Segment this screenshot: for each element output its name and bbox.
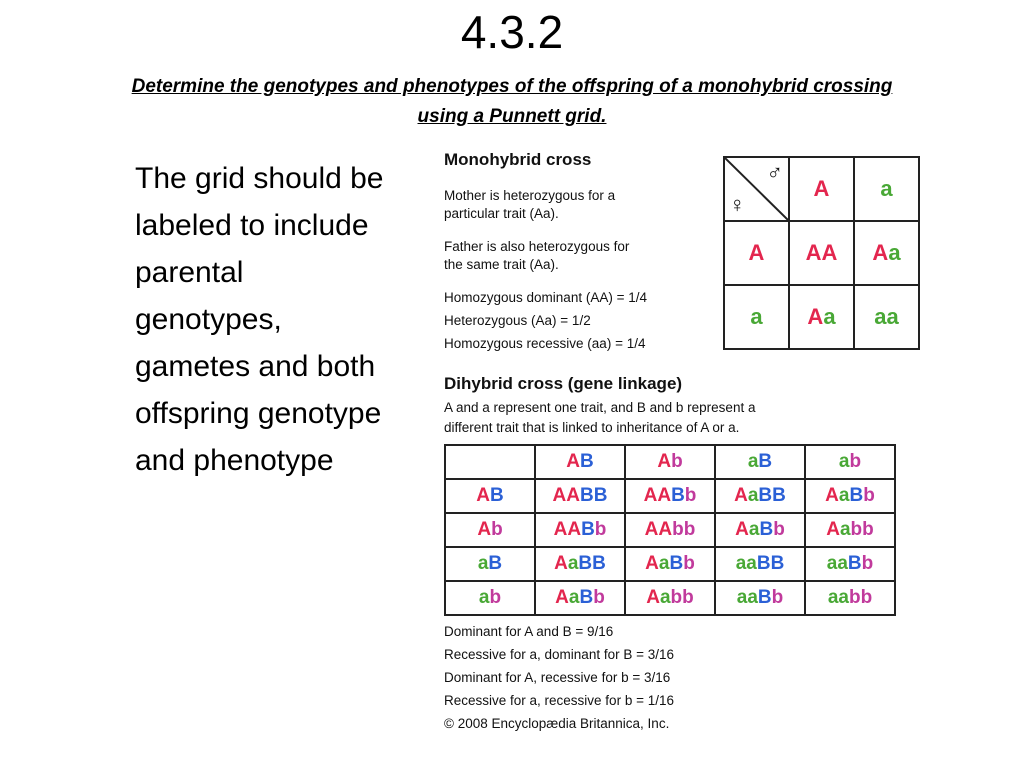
allele-letter: B (578, 553, 593, 574)
grid-cell (625, 547, 715, 581)
allele-letter: a (478, 587, 490, 608)
allele-letter: a (826, 553, 838, 574)
allele-letter: a (735, 553, 747, 574)
allele-letter: A (566, 485, 580, 506)
allele-letter: a (838, 485, 850, 506)
allele-letter: a (886, 304, 899, 329)
allele-letter: b (860, 587, 873, 608)
grid-row-label (445, 479, 535, 513)
allele-letter: B (758, 485, 773, 506)
slide-title: 4.3.2 (460, 6, 564, 58)
allele-letter: A (657, 485, 672, 506)
grid-cell (789, 285, 854, 349)
di-footer-line: Recessive for a, dominant for B = 3/16 (444, 647, 674, 662)
di-footer-line: Dominant for A and B = 9/16 (444, 624, 614, 639)
allele-letter: a (477, 553, 489, 574)
grid-cell (715, 581, 805, 615)
grid-cell (715, 479, 805, 513)
allele-letter: a (747, 451, 759, 472)
grid-cell (535, 479, 625, 513)
grid-header: a (854, 157, 919, 221)
allele-letter: b (671, 451, 683, 472)
allele-letter: b (683, 519, 696, 540)
allele-letter: b (684, 485, 697, 506)
allele-letter: a (746, 553, 757, 574)
grid-cell (805, 513, 895, 547)
body-text: The grid should be labeled to include parental genotypes, gametes and both offspring genotype and phenotype (135, 162, 384, 477)
grid-cell (715, 547, 805, 581)
allele-letter: a (747, 485, 759, 506)
allele-letter: A (657, 451, 672, 472)
allele-letter: A (555, 587, 569, 608)
allele-letter: a (874, 304, 887, 329)
grid-cell (789, 221, 854, 285)
allele-letter: a (567, 553, 579, 574)
allele-letter: a (838, 451, 850, 472)
grid-header (625, 445, 715, 479)
grid-header (805, 445, 895, 479)
mono-line: particular trait (Aa). (444, 206, 559, 221)
allele-letter: A (553, 519, 568, 540)
grid-cell (625, 479, 715, 513)
mono-line: Homozygous recessive (aa) = 1/4 (444, 336, 646, 351)
allele-letter: A (658, 519, 673, 540)
grid-header (715, 445, 805, 479)
allele-letter: a (837, 553, 848, 574)
di-footer-line: Dominant for A, recessive for b = 3/16 (444, 670, 671, 685)
allele-letter: B (849, 485, 864, 506)
allele-letter: B (593, 485, 608, 506)
allele-letter: B (669, 553, 684, 574)
allele-letter: a (839, 519, 851, 540)
dihybrid-grid (444, 444, 896, 616)
allele-letter: A (821, 240, 838, 265)
allele-letter: B (758, 451, 773, 472)
allele-letter: a (827, 587, 839, 608)
allele-letter: b (672, 519, 684, 540)
allele-letter: b (862, 519, 874, 540)
allele-letter: b (683, 553, 695, 574)
allele-letter: A (552, 485, 567, 506)
allele-letter: b (850, 519, 863, 540)
allele-letter: B (772, 485, 786, 506)
allele-letter: b (593, 587, 605, 608)
allele-letter: a (747, 587, 758, 608)
mono-line: Heterozygous (Aa) = 1/2 (444, 313, 591, 328)
allele-letter: A (477, 519, 492, 540)
allele-letter: A (644, 519, 659, 540)
allele-letter: A (825, 485, 839, 506)
female-symbol-icon: ♀ (729, 192, 746, 217)
allele-letter: a (748, 519, 760, 540)
allele-letter: b (670, 587, 683, 608)
monohybrid-grid (723, 156, 920, 350)
allele-letter: a (888, 240, 901, 265)
allele-letter: B (671, 485, 685, 506)
allele-letter: A (734, 485, 748, 506)
di-line: A and a represent one trait, and B and b represent a (444, 400, 756, 415)
punnett-figure (436, 148, 936, 748)
grid-corner (445, 445, 535, 479)
allele-letter: A (554, 553, 568, 574)
mono-heading: Monohybrid cross (444, 150, 592, 169)
allele-letter: A (826, 519, 840, 540)
allele-letter: B (756, 553, 771, 574)
grid-cell (805, 581, 895, 615)
allele-letter: b (861, 553, 874, 574)
allele-letter: b (491, 519, 503, 540)
grid-cell (625, 581, 715, 615)
allele-letter: B (579, 587, 594, 608)
allele-letter: B (581, 519, 595, 540)
di-line: different trait that is linked to inheritance of A or a. (444, 420, 740, 435)
grid-header (535, 445, 625, 479)
grid-cell (854, 285, 919, 349)
allele-letter: B (757, 587, 772, 608)
grid-header: A (789, 157, 854, 221)
grid-cell (805, 547, 895, 581)
allele-letter: B (580, 485, 594, 506)
allele-letter: A (566, 451, 580, 472)
parent-symbols-cell (724, 157, 789, 221)
allele-letter: b (771, 587, 784, 608)
grid-row-label: A (724, 221, 789, 285)
grid-cell (625, 513, 715, 547)
allele-letter: a (659, 587, 671, 608)
allele-letter: A (567, 519, 582, 540)
allele-letter: A (646, 587, 660, 608)
allele-letter: B (759, 519, 774, 540)
allele-letter: A (735, 519, 749, 540)
grid-cell (535, 513, 625, 547)
grid-cell (805, 479, 895, 513)
grid-row-label (445, 581, 535, 615)
allele-letter: B (770, 553, 785, 574)
grid-row-label (445, 547, 535, 581)
allele-letter: b (489, 587, 502, 608)
allele-letter: b (594, 519, 607, 540)
allele-letter: B (490, 485, 504, 506)
allele-letter: A (807, 304, 824, 329)
allele-letter: a (823, 304, 836, 329)
allele-letter: b (863, 485, 875, 506)
allele-letter: a (658, 553, 670, 574)
grid-cell (535, 581, 625, 615)
allele-letter: A (643, 485, 658, 506)
grid-row-label: a (724, 285, 789, 349)
allele-letter: B (592, 553, 606, 574)
allele-letter: b (848, 587, 861, 608)
allele-letter: b (682, 587, 694, 608)
allele-letter: a (568, 587, 580, 608)
mono-line: the same trait (Aa). (444, 257, 559, 272)
allele-letter: a (736, 587, 748, 608)
allele-letter: b (849, 451, 862, 472)
di-heading: Dihybrid cross (gene linkage) (444, 374, 683, 393)
grid-cell (715, 513, 805, 547)
allele-letter: A (476, 485, 490, 506)
grid-row-label (445, 513, 535, 547)
male-symbol-icon: ♂ (766, 160, 783, 185)
allele-letter: B (488, 553, 503, 574)
mono-line: Mother is heterozygous for a (444, 188, 616, 203)
mono-line: Homozygous dominant (AA) = 1/4 (444, 290, 647, 305)
grid-cell (854, 221, 919, 285)
allele-letter: A (645, 553, 659, 574)
grid-cell (535, 547, 625, 581)
copyright-text: © 2008 Encyclopædia Britannica, Inc. (444, 716, 670, 731)
allele-letter: a (838, 587, 849, 608)
allele-letter: B (580, 451, 594, 472)
mono-line: Father is also heterozygous for (444, 239, 630, 254)
allele-letter: B (847, 553, 862, 574)
allele-letter: A (805, 240, 822, 265)
allele-letter: A (872, 240, 889, 265)
di-footer-line: Recessive for a, recessive for b = 1/16 (444, 693, 674, 708)
slide-subtitle: Determine the genotypes and phenotypes of the offspring of a monohybrid crossing using a Punnett grid. (131, 76, 893, 127)
allele-letter: b (773, 519, 785, 540)
